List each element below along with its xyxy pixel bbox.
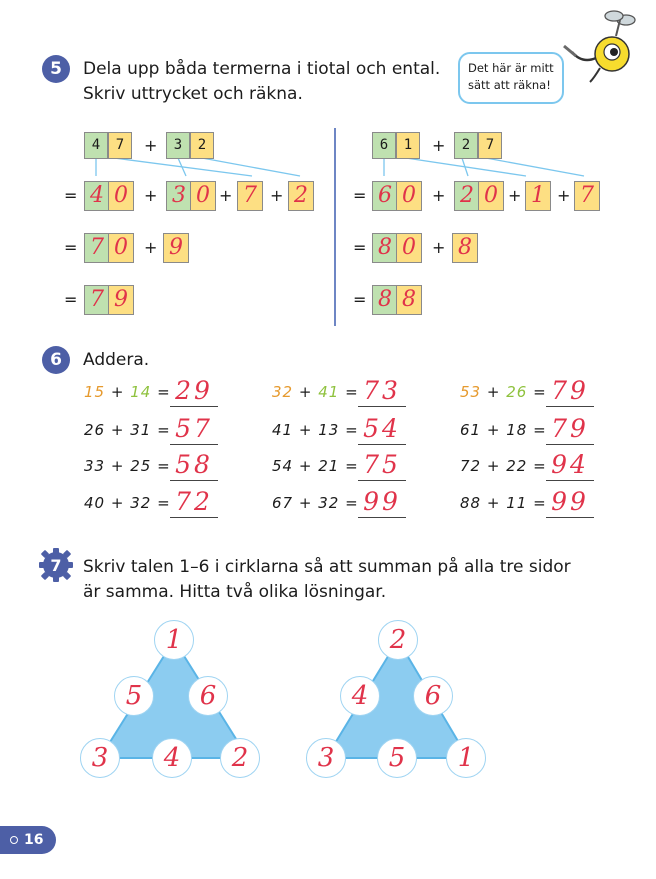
addition-answer[interactable]: 99 <box>546 487 594 518</box>
task-5-instruction-line-2: Skriv uttrycket och räkna. <box>83 84 303 104</box>
triangle-1-top-circle[interactable]: 1 <box>154 620 194 660</box>
digit-box: 7 <box>478 132 502 159</box>
addition-answer[interactable]: 72 <box>170 487 218 518</box>
plus-sign: + <box>432 238 446 257</box>
page-number-tab <box>0 826 56 854</box>
task-6-badge: 6 <box>42 346 70 374</box>
plus-sign: + <box>270 186 284 205</box>
answer-box[interactable]: 0 <box>108 233 134 263</box>
addition-expression: 41 + 13 = <box>272 421 359 439</box>
page-number: 16 <box>24 832 44 848</box>
task-7-gear-icon <box>38 547 74 583</box>
task-5-instruction-line-1: Dela upp båda termerna i tiotal och ental. <box>83 59 441 79</box>
equals-sign: = <box>353 290 367 309</box>
answer-box[interactable]: 8 <box>372 285 398 315</box>
triangle-2-bottom-mid-circle[interactable]: 5 <box>377 738 417 778</box>
addition-expression: 15 + 14 = <box>84 383 171 401</box>
equals-sign: = <box>353 238 367 257</box>
task-7-instruction-line-2: är samma. Hitta två olika lösningar. <box>83 582 387 602</box>
answer-box[interactable]: 7 <box>84 285 110 315</box>
triangle-2-right-mid-circle[interactable]: 6 <box>413 676 453 716</box>
digit-box: 6 <box>372 132 396 159</box>
digit-box: 7 <box>108 132 132 159</box>
plus-sign: + <box>144 136 158 155</box>
plus-sign: + <box>508 186 522 205</box>
answer-box[interactable]: 7 <box>574 181 600 211</box>
triangle-1-right-mid-circle[interactable]: 6 <box>188 676 228 716</box>
addition-answer[interactable]: 75 <box>358 450 406 481</box>
triangle-2-left-mid-circle[interactable]: 4 <box>340 676 380 716</box>
digit-box: 4 <box>84 132 108 159</box>
answer-box[interactable]: 0 <box>190 181 216 211</box>
column-divider <box>334 128 336 326</box>
addition-expression: 54 + 21 = <box>272 457 359 475</box>
plus-sign: + <box>144 238 158 257</box>
answer-box[interactable]: 7 <box>237 181 263 211</box>
addition-expression: 61 + 18 = <box>460 421 547 439</box>
digit-box: 1 <box>396 132 420 159</box>
answer-box[interactable]: 0 <box>396 233 422 263</box>
answer-box[interactable]: 2 <box>454 181 480 211</box>
addition-expression: 26 + 31 = <box>84 421 171 439</box>
speech-bubble-line-2: sätt att räkna! <box>468 78 551 92</box>
answer-box[interactable]: 8 <box>452 233 478 263</box>
task-7-number: 7 <box>50 556 62 575</box>
addition-answer[interactable]: 54 <box>358 414 406 445</box>
plus-sign: + <box>557 186 571 205</box>
addition-answer[interactable]: 79 <box>546 376 594 407</box>
plus-sign: + <box>144 186 158 205</box>
triangle-1-bottom-right-circle[interactable]: 2 <box>220 738 260 778</box>
triangle-2-top-circle[interactable]: 2 <box>378 620 418 660</box>
plus-sign: + <box>432 186 446 205</box>
digit-box: 2 <box>454 132 478 159</box>
triangle-2-bottom-right-circle[interactable]: 1 <box>446 738 486 778</box>
addition-expression: 88 + 11 = <box>460 494 547 512</box>
answer-box[interactable]: 6 <box>372 181 398 211</box>
answer-box[interactable]: 0 <box>478 181 504 211</box>
addition-expression: 40 + 32 = <box>84 494 171 512</box>
answer-box[interactable]: 8 <box>396 285 422 315</box>
answer-box[interactable]: 3 <box>166 181 192 211</box>
addition-answer[interactable]: 73 <box>358 376 406 407</box>
addition-answer[interactable]: 29 <box>170 376 218 407</box>
addition-expression: 32 + 41 = <box>272 383 359 401</box>
speech-bubble-line-1: Det här är mitt <box>468 61 554 75</box>
task-5-badge: 5 <box>42 55 70 83</box>
addition-expression: 33 + 25 = <box>84 457 171 475</box>
page-number-dot-icon <box>10 836 18 844</box>
equals-sign: = <box>64 238 78 257</box>
answer-box[interactable]: 7 <box>84 233 110 263</box>
answer-box[interactable]: 8 <box>372 233 398 263</box>
addition-answer[interactable]: 58 <box>170 450 218 481</box>
task-6-title: Addera. <box>83 350 150 370</box>
answer-box[interactable]: 4 <box>84 181 110 211</box>
digit-box: 3 <box>166 132 190 159</box>
answer-box[interactable]: 2 <box>288 181 314 211</box>
plus-sign: + <box>432 136 446 155</box>
decomposition-arrows-left <box>80 158 320 182</box>
answer-box[interactable]: 0 <box>108 181 134 211</box>
addition-answer[interactable]: 57 <box>170 414 218 445</box>
addition-answer[interactable]: 99 <box>358 487 406 518</box>
addition-answer[interactable]: 79 <box>546 414 594 445</box>
equals-sign: = <box>64 290 78 309</box>
equals-sign: = <box>353 186 367 205</box>
answer-box[interactable]: 1 <box>525 181 551 211</box>
addition-expression: 72 + 22 = <box>460 457 547 475</box>
triangle-1-bottom-mid-circle[interactable]: 4 <box>152 738 192 778</box>
digit-box: 2 <box>190 132 214 159</box>
triangle-1-left-mid-circle[interactable]: 5 <box>114 676 154 716</box>
triangle-2-bottom-left-circle[interactable]: 3 <box>306 738 346 778</box>
answer-box[interactable]: 9 <box>108 285 134 315</box>
task-7-instruction-line-1: Skriv talen 1–6 i cirklarna så att summan på alla tre sidor <box>83 557 571 577</box>
decomposition-arrows-right <box>370 158 610 182</box>
addition-answer[interactable]: 94 <box>546 450 594 481</box>
speech-bubble <box>458 52 564 104</box>
answer-box[interactable]: 0 <box>396 181 422 211</box>
addition-expression: 53 + 26 = <box>460 383 547 401</box>
plus-sign: + <box>219 186 233 205</box>
triangle-1-bottom-left-circle[interactable]: 3 <box>80 738 120 778</box>
answer-box[interactable]: 9 <box>163 233 189 263</box>
equals-sign: = <box>64 186 78 205</box>
addition-expression: 67 + 32 = <box>272 494 359 512</box>
mascot-illustration <box>560 6 650 86</box>
